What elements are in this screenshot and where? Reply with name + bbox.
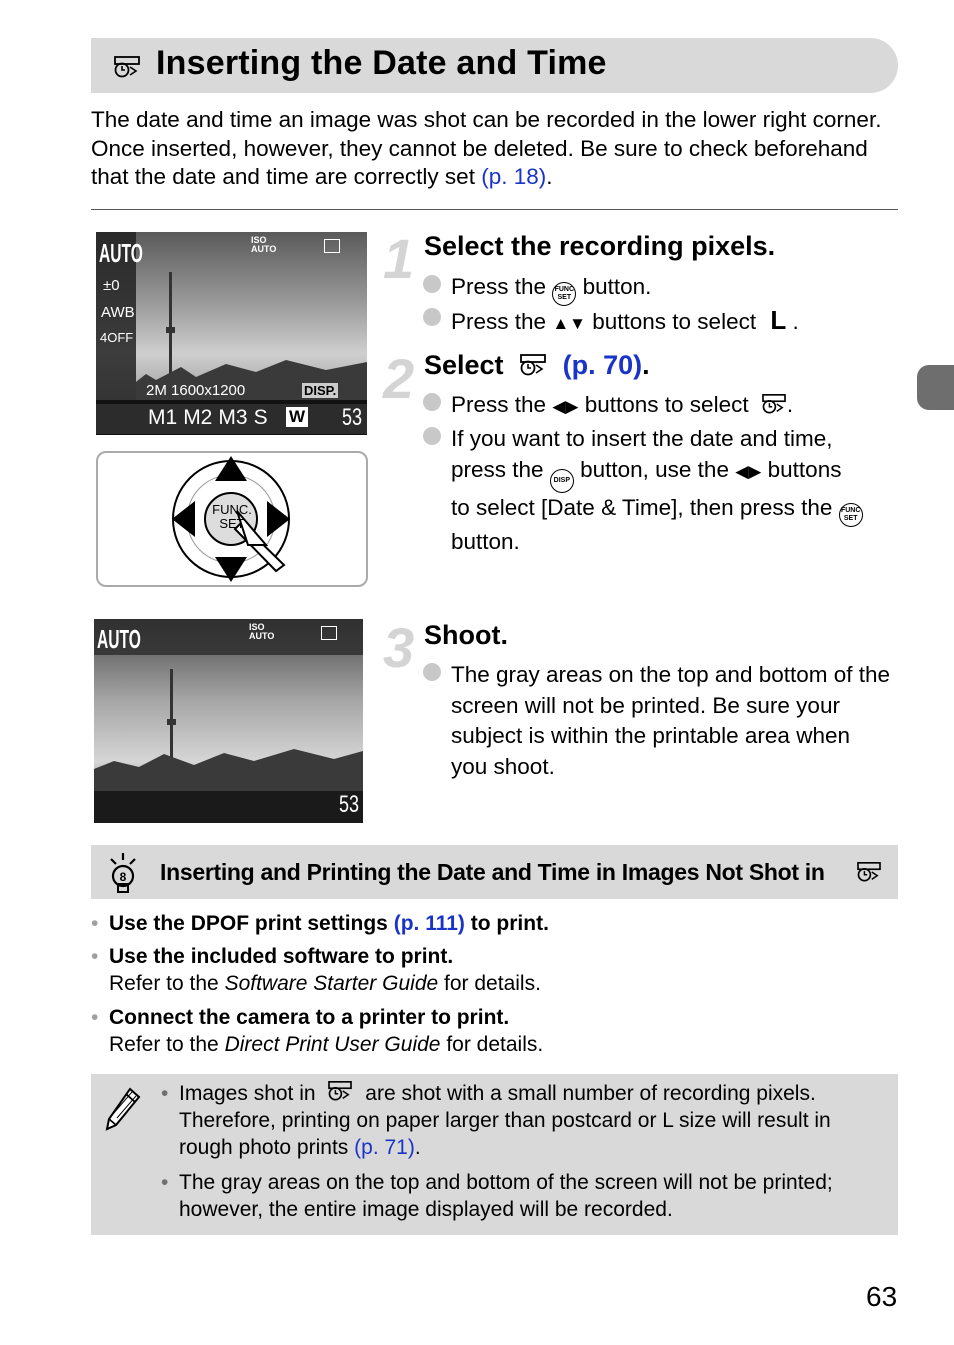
hint-item-3: • Connect the camera to a printer to print. Refer to the Direct Print User Guide for details. xyxy=(91,1006,544,1056)
bullet-dot: • xyxy=(91,912,99,935)
pencil-icon xyxy=(104,1086,142,1132)
date-stamp-icon xyxy=(327,1080,353,1102)
intro-text: The date and time an image was shot can be recorded in the lower right corner. Once inserted, however, they cannot be deleted. Be sure to check beforehand that the date and time are correctly set xyxy=(91,107,882,189)
hint-item-2: • Use the included software to print. Refer to the Software Starter Guide for details. xyxy=(91,945,541,995)
size-option-m3: M3 xyxy=(218,406,248,429)
section-divider xyxy=(91,209,898,210)
size-options xyxy=(148,406,268,430)
note-page-link[interactable]: (p. 71) xyxy=(354,1136,415,1159)
bullet-dot xyxy=(423,275,441,293)
disp-button-icon: DISP xyxy=(550,469,574,493)
hint-page-link[interactable]: (p. 111) xyxy=(393,912,465,935)
step-1-bullet-1: Press the FUNC SET button. xyxy=(451,272,901,306)
intro-paragraph xyxy=(91,106,891,192)
func-set-icon: FUNC SET xyxy=(839,503,863,527)
note-item-2: • The gray areas on the top and bottom of the screen will not be printed; however, the entire image displayed will be recorded. xyxy=(161,1171,833,1221)
bullet-dot: • xyxy=(161,1171,169,1194)
intro-page-link[interactable]: (p. 18) xyxy=(481,164,547,189)
step-number-1: 1 xyxy=(383,227,415,290)
size-option-m1: M1 xyxy=(148,406,178,429)
mode-label: AUTO xyxy=(99,238,143,268)
bullet-dot xyxy=(423,427,441,445)
func-set-icon: FUNC SET xyxy=(552,282,576,306)
camera-screen-shoot xyxy=(94,619,363,823)
step-2-bullet-2: If you want to insert the date and time, press the DISP button, use the ◀▶ buttons to select [Date & Time], then press the FUNC SET button. xyxy=(451,424,896,557)
date-stamp-icon xyxy=(519,353,547,377)
bullet-dot: • xyxy=(91,1006,99,1029)
step-number-3: 3 xyxy=(383,616,415,679)
size-option-s: S xyxy=(253,406,268,429)
page-number: 63 xyxy=(866,1281,898,1312)
bullet-dot: • xyxy=(161,1082,169,1105)
aspect-icon xyxy=(324,239,340,253)
shots-remaining: 53 xyxy=(339,791,360,818)
size-option-m2: M2 xyxy=(183,406,213,429)
controller-diagram xyxy=(96,451,368,587)
page-title: Inserting the Date and Time xyxy=(156,44,607,82)
camera-screen-menu xyxy=(96,232,367,435)
svg-text:8: 8 xyxy=(119,870,127,884)
flash-off-label: 4OFF xyxy=(100,330,134,345)
bullet-dot: • xyxy=(91,945,99,968)
note-item-1: • Images shot in are shot with a small number of recording pixels. Therefore, printing on paper larger than postcard or L size will result in rough photo prints (p. 71). xyxy=(161,1082,831,1159)
iso-label: ISO AUTO xyxy=(249,622,275,641)
date-stamp-icon xyxy=(856,861,882,883)
intro-end: . xyxy=(546,164,553,189)
shots-remaining: 53 xyxy=(342,404,363,431)
step-2-page-link[interactable]: (p. 70) xyxy=(562,350,643,380)
bullet-dot xyxy=(423,393,441,411)
step-number-2: 2 xyxy=(383,347,415,410)
resolution-label: 2M 1600x1200 xyxy=(146,382,246,399)
lightbulb-icon xyxy=(106,850,140,896)
iso-label: ISO AUTO xyxy=(251,235,277,254)
left-right-arrows-icon: ◀▶ xyxy=(735,461,762,481)
step-1-bullet-2: Press the ▲▼ buttons to select L . xyxy=(451,305,901,340)
disp-label: DISP. xyxy=(304,383,337,398)
chapter-tab xyxy=(917,365,954,410)
white-balance-label: AWB xyxy=(101,304,135,321)
mode-label: AUTO xyxy=(97,624,141,654)
date-stamp-icon xyxy=(761,393,787,415)
step-3-bullet-1: The gray areas on the top and bottom of the screen will not be printed. Be sure your subject is within the printable area when you shoot. xyxy=(451,660,891,782)
step-2-title: Select (p. 70). xyxy=(424,350,650,380)
hint-item-1: • Use the DPOF print settings (p. 111) to print. xyxy=(91,912,549,935)
large-size-icon: L xyxy=(770,305,787,335)
aspect-icon xyxy=(321,626,337,640)
step-2-bullet-1: Press the ◀▶ buttons to select . xyxy=(451,390,901,423)
func-set-label: FUNC. SET xyxy=(212,502,252,531)
left-right-arrows-icon: ◀▶ xyxy=(552,397,579,416)
step-1-title: Select the recording pixels. xyxy=(424,231,776,261)
step-3-title: Shoot. xyxy=(424,620,508,650)
hint-title: Inserting and Printing the Date and Time in Images Not Shot in xyxy=(160,859,825,885)
date-stamp-icon xyxy=(113,55,141,79)
up-down-arrows-icon: ▲▼ xyxy=(552,314,586,333)
bullet-dot xyxy=(423,663,441,681)
exposure-label: ±0 xyxy=(103,277,120,294)
size-option-w: W xyxy=(286,407,308,427)
bullet-dot xyxy=(423,308,441,326)
